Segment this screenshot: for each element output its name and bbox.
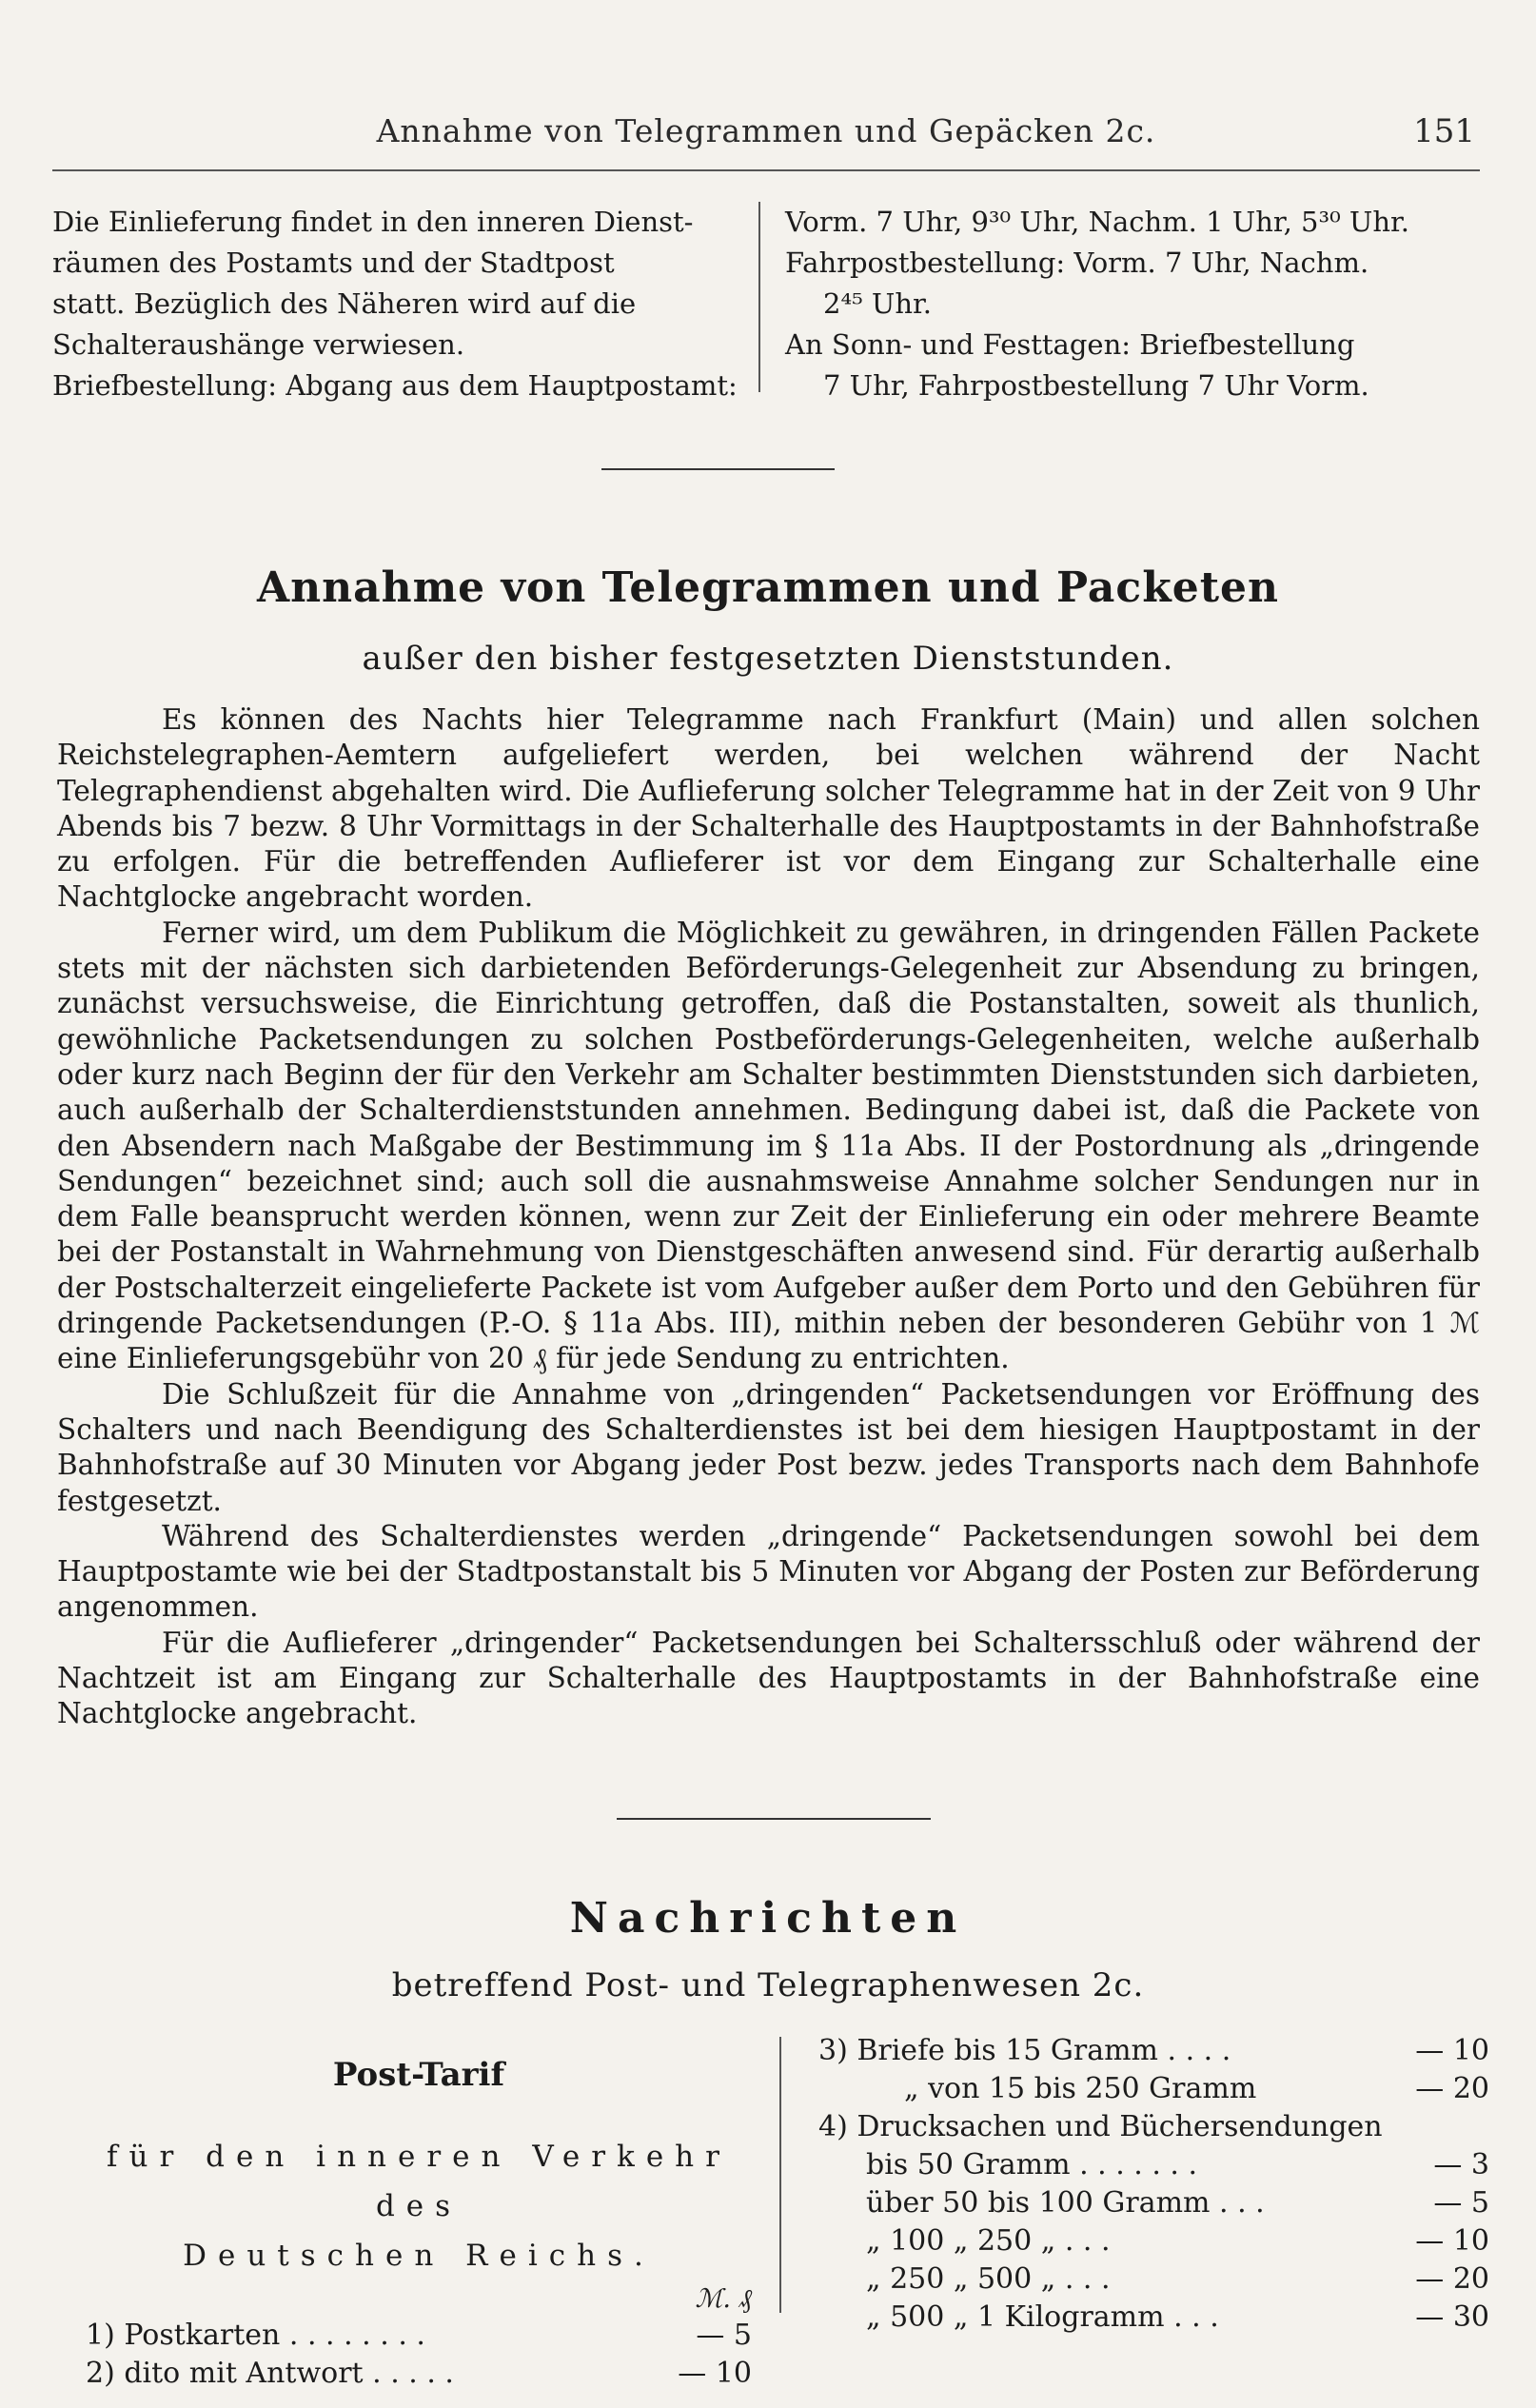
paragraph: Während des Schalterdienstes werden „dringende“ Packetsendungen sowohl bei dem Hauptpostamte wie bei der Stadtpostanstalt bis 5 Minuten vor Abgang der Posten zur Beförderung angenommen. — [57, 1519, 1480, 1624]
tariff-row — [818, 2260, 1489, 2299]
text-line: Fahrpostbestellung: Vorm. 7 Uhr, Nachm. — [785, 247, 1369, 279]
text-line: An Sonn- und Festtagen: Briefbestellung — [785, 328, 1355, 361]
tariff-label: „ 100 „ 250 „ . . . — [866, 2224, 1111, 2258]
tariff-label: 4) Drucksachen und Büchersendungen — [818, 2110, 1383, 2143]
tariff-subtitle: Deutschen Reichs. — [183, 2239, 655, 2273]
tariff-row — [86, 2317, 752, 2355]
text-line: statt. Bezüglich des Näheren wird auf die — [52, 287, 637, 320]
column-divider — [779, 2037, 781, 2313]
tariff-value — [1385, 2108, 1489, 2146]
top-left-column — [52, 202, 738, 406]
paragraph: Es können des Nachts hier Telegramme nach Frankfurt (Main) und allen solchen Reichstelegraphen-Aemtern aufgeliefert werden, bei welchen während der Nacht Telegraphendienst abgehalten wird. Die Auflieferung solcher Telegramme hat in der Zeit von 9 Uhr Abends bis 7 bezw. 8 Uhr Vormittags in der Schalterhalle des Hauptpostamts in der Bahnhofstraße zu erfolgen. Für die betreffenden Auflieferer ist vor dem Eingang zur Schalterhalle eine Nachtglocke angebracht worden. — [57, 703, 1480, 914]
tariff-row — [818, 2222, 1489, 2260]
paragraph: Für die Auflieferer „dringender“ Packetsendungen bei Schaltersschluß oder während der Nachtzeit ist am Eingang zur Schalterhalle des Hauptpostamts in der Bahnhofstraße eine Nachtglocke angebracht. — [57, 1626, 1480, 1730]
text-line: 2⁴⁵ Uhr. — [823, 287, 932, 320]
tariff-value: — 30 — [1415, 2300, 1489, 2334]
running-head: Annahme von Telegrammen und Gepäcken 2c. — [376, 112, 1156, 149]
tariff-label: 3) Briefe bis 15 Gramm . . . . — [818, 2034, 1231, 2067]
text-line: räumen des Postamts und der Stadtpost — [52, 247, 615, 279]
page-number: 151 — [1413, 112, 1475, 150]
text-line: Die Einlieferung findet in den inneren Dienst- — [52, 206, 694, 238]
column-divider — [758, 202, 760, 392]
tariff-row — [818, 2184, 1489, 2222]
text-line: Briefbestellung: Abgang aus dem Hauptpostamt: — [52, 369, 738, 402]
section-title: Annahme von Telegrammen und Packeten — [256, 563, 1280, 612]
tariff-row — [818, 2146, 1489, 2184]
tariff-value: — 5 — [696, 2319, 752, 2352]
text-line: Vorm. 7 Uhr, 9³⁰ Uhr, Nachm. 1 Uhr, 5³⁰ Uhr. — [785, 206, 1409, 238]
tariff-label: „ von 15 bis 250 Gramm — [904, 2072, 1257, 2105]
section-separator — [601, 468, 835, 470]
tariff-label: „ 500 „ 1 Kilogramm . . . — [866, 2300, 1219, 2334]
top-right-column — [785, 202, 1475, 406]
tariff-title: Post-Tarif — [332, 2056, 505, 2094]
section-subtitle: außer den bisher festgesetzten Dienststunden. — [362, 640, 1174, 678]
tariff-row — [818, 2108, 1489, 2146]
currency-header: ℳ. ₰ — [695, 2284, 752, 2314]
tariff-subtitle: für den inneren Verkehr des — [107, 2140, 731, 2223]
section-separator — [617, 1818, 931, 1820]
section-subtitle: betreffend Post- und Telegraphenwesen 2c. — [391, 1966, 1145, 2004]
tariff-label: bis 50 Gramm . . . . . . . — [866, 2148, 1198, 2181]
tariff-value: — 3 — [1433, 2148, 1489, 2181]
tariff-value: — 20 — [1415, 2262, 1489, 2296]
text-line: Schalteraushänge verwiesen. — [52, 328, 465, 361]
tariff-row — [86, 2355, 752, 2393]
tariff-label: 2) dito mit Antwort . . . . . — [86, 2357, 454, 2390]
tariff-value: — 5 — [1433, 2186, 1489, 2220]
paragraph: Die Schlußzeit für die Annahme von „dringenden“ Packetsendungen vor Eröffnung des Schalters und nach Beendigung des Schalterdienstes ist bei dem hiesigen Hauptpostamt in der Bahnhofstraße auf 30 Minuten vor Abgang jeder Post bezw. jedes Transports nach dem Bahnhofe festgesetzt. — [57, 1377, 1480, 1517]
tariff-value: — 10 — [678, 2357, 752, 2390]
tariff-label: über 50 bis 100 Gramm . . . — [866, 2186, 1265, 2220]
header-rule — [52, 169, 1480, 171]
post-tariff-left — [86, 2056, 752, 2393]
tariff-row — [818, 2032, 1489, 2070]
tariff-value: — 10 — [1415, 2034, 1489, 2067]
tariff-value: — 10 — [1415, 2224, 1489, 2258]
tariff-value: — 20 — [1415, 2072, 1489, 2105]
paragraph: Ferner wird, um dem Publikum die Möglichkeit zu gewähren, in dringenden Fällen Packete stets mit der nächsten sich darbietenden Beförderungs-Gelegenheit zur Absendung zu bringen, zunächst versuchsweise, die Einrichtung getroffen, daß die Postanstalten, soweit als thunlich, gewöhnliche Packetsendungen zu solchen Postbeförderungs-Gelegenheiten, welche außerhalb oder kurz nach Beginn der für den Verkehr am Schalter bestimmten Dienststunden sich darbieten, auch außerhalb der Schalterdienststunden annehmen. Bedingung dabei ist, daß die Packete von den Absendern nach Maßgabe der Bestimmung im § 11a Abs. II der Postordnung als „dringende Sendungen“ bezeichnet sind; auch soll die ausnahmsweise Annahme solcher Sendungen nur in dem Falle beansprucht werden können, wenn zur Zeit der Einlieferung ein oder mehrere Beamte bei der Postanstalt in Wahrnehmung von Dienstgeschäften anwesend sind. Für derartig außerhalb der Postschalterzeit eingelieferte Packete ist vom Aufgeber außer dem Porto und den Gebühren für dringende Packetsendungen (P.-O. § 11a Abs. III), mithin neben der besonderen Gebühr von 1 ℳ eine Einlieferungsgebühr von 20 ₰ für jede Sendung zu entrichten. — [57, 916, 1480, 1375]
tariff-label: 1) Postkarten . . . . . . . . — [86, 2319, 425, 2352]
section-title: Nachrichten — [569, 1894, 967, 1943]
tariff-row — [818, 2070, 1489, 2108]
text-line: 7 Uhr, Fahrpostbestellung 7 Uhr Vorm. — [823, 369, 1369, 402]
tariff-row — [818, 2299, 1489, 2337]
section-body — [57, 702, 1480, 1732]
tariff-label: „ 250 „ 500 „ . . . — [866, 2262, 1111, 2296]
post-tariff-right — [818, 2032, 1489, 2337]
page-header — [57, 112, 1475, 160]
